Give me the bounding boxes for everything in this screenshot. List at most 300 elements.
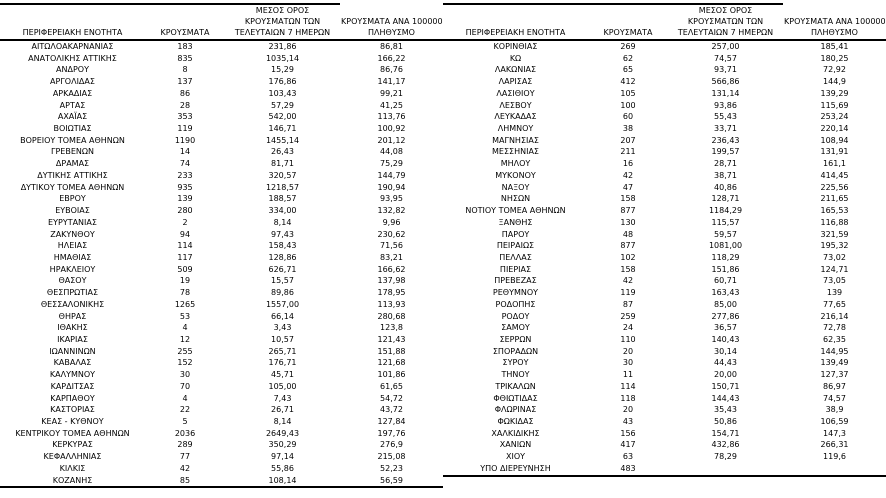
region-name-cell: ΠΙΕΡΙΑΣ — [499, 264, 532, 274]
table-row — [0, 229, 443, 241]
avg7-cell: 2649,43 — [265, 428, 300, 438]
per100k-cell: 56,59 — [340, 475, 443, 488]
avg7-cell: 199,57 — [711, 147, 740, 157]
region-name-cell: ΘΗΡΑΣ — [58, 311, 87, 321]
per100k-cell: 106,59 — [820, 417, 849, 426]
per100k-cell: 93,95 — [380, 194, 403, 204]
avg7-cell: 1218,57 — [265, 182, 300, 192]
cases-cell: 11 — [622, 370, 634, 380]
avg7-cell: 103,43 — [268, 88, 297, 98]
region-name-cell: ΚΑΡΔΙΤΣΑΣ — [50, 381, 95, 391]
col-header-region-label: ΠΕΡΙΦΕΡΕΙΑΚΗ ΕΝΟΤΗΤΑ — [465, 28, 566, 37]
per100k-cell: 166,22 — [377, 53, 406, 63]
region-name-cell: ΡΟΔΟΥ — [501, 311, 530, 321]
region-name-cell: ΧΙΟΥ — [505, 452, 526, 462]
avg7-cell: 15,57 — [271, 276, 294, 286]
table-row — [0, 393, 443, 405]
region-name-cell: ΣΥΡΟΥ — [502, 358, 529, 368]
cases-cell: 119 — [177, 124, 193, 134]
cases-cell: 259 — [620, 311, 636, 321]
per100k-cell: 75,29 — [380, 159, 403, 169]
avg7-cell: 93,86 — [714, 100, 737, 110]
table-row — [443, 64, 886, 76]
per100k-cell: 116,88 — [820, 217, 849, 227]
cases-cell: 2036 — [174, 428, 196, 438]
table-body-left — [0, 40, 443, 487]
region-name-cell: ΚΑΒΑΛΑΣ — [53, 358, 92, 368]
region-name-cell: ΤΡΙΚΑΛΩΝ — [495, 381, 536, 391]
region-name-cell: ΧΑΛΚΙΔΙΚΗΣ — [491, 428, 540, 438]
per100k-cell: 62,35 — [823, 334, 846, 344]
col-header-avg7-line3: ΤΕΛΕΥΤΑΙΩΝ 7 ΗΜΕΡΩΝ — [234, 28, 331, 37]
cases-cell: 483 — [588, 463, 668, 476]
per100k-cell: 151,88 — [377, 346, 406, 356]
avg7-cell: 89,86 — [271, 288, 294, 298]
avg7-cell: 50,86 — [714, 417, 737, 426]
region-name-cell: ΦΘΙΩΤΙΔΑΣ — [493, 393, 538, 403]
col-header-avg7-line2: ΚΡΟΥΣΜΑΤΩΝ ΤΩΝ — [687, 17, 764, 26]
per100k-cell: 161,1 — [823, 159, 846, 169]
table-row — [443, 439, 886, 451]
table-row — [0, 88, 443, 100]
region-name-cell: ΛΗΜΝΟΥ — [497, 124, 534, 134]
per100k-cell: 124,71 — [820, 264, 849, 274]
cases-cell: 412 — [620, 77, 636, 87]
per100k-cell: 253,24 — [820, 112, 849, 122]
table-row — [443, 88, 886, 100]
cases-cell: 30 — [179, 370, 191, 380]
per100k-cell: 280,68 — [377, 311, 406, 321]
per100k-cell: 144,79 — [377, 170, 406, 180]
avg7-cell: 26,71 — [271, 405, 294, 415]
cases-cell: 280 — [177, 206, 193, 216]
table-row — [0, 299, 443, 311]
header-row — [0, 4, 443, 40]
per100k-cell: 178,95 — [377, 288, 406, 298]
region-name-cell: ΜΑΓΝΗΣΙΑΣ — [492, 135, 539, 145]
table-row — [443, 357, 886, 369]
per100k-cell: 139,29 — [820, 88, 849, 98]
avg7-cell — [668, 463, 783, 476]
table-row — [443, 393, 886, 405]
cases-cell: 255 — [177, 346, 193, 356]
region-name-cell: ΚΕΑΣ - ΚΥΘΝΟΥ — [41, 417, 104, 426]
table-body-right — [443, 40, 886, 476]
table-row — [0, 428, 443, 440]
avg7-cell: 97,14 — [271, 452, 294, 462]
avg7-cell: 57,29 — [271, 100, 294, 110]
regions-table-left — [0, 3, 443, 488]
per100k-cell: 86,81 — [380, 42, 403, 51]
cases-cell: 100 — [620, 100, 636, 110]
col-header-region-label: ΠΕΡΙΦΕΡΕΙΑΚΗ ΕΝΟΤΗΤΑ — [22, 28, 123, 37]
avg7-cell: 265,71 — [268, 346, 297, 356]
region-name-cell: ΠΡΕΒΕΖΑΣ — [494, 276, 537, 286]
cases-cell: 110 — [620, 334, 636, 344]
region-name-cell: ΛΑΣΙΘΙΟΥ — [496, 88, 535, 98]
region-name-cell: ΛΑΚΩΝΙΑΣ — [494, 65, 537, 75]
region-name-cell: ΓΡΕΒΕΝΩΝ — [51, 147, 94, 157]
col-header-avg7-line3: ΤΕΛΕΥΤΑΙΩΝ 7 ΗΜΕΡΩΝ — [677, 28, 774, 37]
col-header-per100k — [340, 4, 443, 40]
region-name-cell: ΠΕΛΛΑΣ — [499, 252, 532, 262]
avg7-cell: 176,86 — [268, 77, 297, 87]
avg7-cell: 146,71 — [268, 124, 297, 134]
region-name-cell: ΣΠΟΡΑΔΩΝ — [492, 346, 539, 356]
per100k-cell: 144,9 — [823, 77, 846, 87]
cases-cell: 47 — [622, 182, 634, 192]
table-row — [0, 193, 443, 205]
avg7-cell: 38,71 — [714, 170, 737, 180]
region-name-cell: ΑΧΑΪΑΣ — [57, 112, 88, 122]
cases-cell: 74 — [179, 159, 191, 169]
avg7-cell: 7,43 — [273, 393, 292, 403]
table-row — [443, 100, 886, 112]
table-row — [443, 381, 886, 393]
avg7-cell: 277,86 — [711, 311, 740, 321]
table-row — [443, 205, 886, 217]
avg7-cell: 28,71 — [714, 159, 737, 169]
cases-cell: 24 — [622, 323, 634, 333]
avg7-cell: 36,57 — [714, 323, 737, 333]
region-name-cell: ΙΘΑΚΗΣ — [57, 323, 88, 333]
avg7-cell: 8,14 — [273, 217, 292, 227]
cases-cell: 77 — [179, 452, 191, 462]
cases-cell: 1265 — [174, 299, 196, 309]
avg7-cell: 176,71 — [268, 358, 297, 368]
per100k-cell: 201,12 — [377, 135, 406, 145]
cases-cell: 119 — [620, 288, 636, 298]
per100k-cell: 127,37 — [820, 370, 849, 380]
region-name-cell: ΕΥΒΟΙΑΣ — [55, 206, 90, 216]
avg7-cell: 144,43 — [711, 393, 740, 403]
cases-cell: 137 — [177, 77, 193, 87]
cases-cell: 70 — [179, 381, 191, 391]
avg7-cell: 542,00 — [268, 112, 297, 122]
table-row — [0, 111, 443, 123]
region-name-cell: ΗΜΑΘΙΑΣ — [53, 252, 92, 262]
cases-cell: 158 — [620, 264, 636, 274]
cases-cell: 62 — [622, 53, 634, 63]
per100k-cell: 132,82 — [377, 206, 406, 216]
per100k-cell: 72,92 — [823, 65, 846, 75]
col-header-per100k-line1: ΚΡΟΥΣΜΑΤΑ ΑΝΑ 100000 — [341, 17, 443, 26]
cases-cell: 130 — [620, 217, 636, 227]
col-header-per100k — [783, 4, 886, 40]
table-row — [0, 463, 443, 475]
avg7-cell: 150,71 — [711, 381, 740, 391]
cases-cell: 28 — [179, 100, 191, 110]
cases-cell: 114 — [620, 381, 636, 391]
table-row — [443, 135, 886, 147]
avg7-cell: 151,86 — [711, 264, 740, 274]
avg7-cell: 85,00 — [714, 299, 737, 309]
col-header-avg7-line1: ΜΕΣΟΣ ΟΡΟΣ — [698, 6, 753, 15]
per100k-cell: 54,72 — [380, 393, 403, 403]
table-row — [443, 287, 886, 299]
per100k-cell: 414,45 — [820, 170, 849, 180]
per100k-cell: 77,65 — [823, 299, 846, 309]
region-name-cell: ΕΒΡΟΥ — [59, 194, 86, 204]
region-name-cell: ΙΚΑΡΙΑΣ — [57, 334, 88, 344]
table-row — [0, 275, 443, 287]
table-row — [443, 428, 886, 440]
region-name-cell: ΒΟΙΩΤΙΑΣ — [53, 124, 92, 134]
cases-cell: 158 — [620, 194, 636, 204]
table-row — [0, 64, 443, 76]
per100k-cell: 99,21 — [380, 88, 403, 98]
table-row — [0, 53, 443, 65]
table-row — [443, 229, 886, 241]
region-name-cell: ΜΗΛΟΥ — [500, 159, 531, 169]
region-name-cell: ΦΩΚΙΔΑΣ — [497, 417, 534, 426]
region-name-cell: ΚΕΡΚΥΡΑΣ — [52, 440, 93, 450]
region-name-cell: ΣΑΜΟΥ — [501, 323, 530, 333]
per100k-cell: 216,14 — [820, 311, 849, 321]
avg7-cell: 78,29 — [714, 452, 737, 462]
cases-cell: 156 — [620, 428, 636, 438]
table-row — [0, 123, 443, 135]
table-row — [443, 53, 886, 65]
region-name-cell: ΚΑΣΤΟΡΙΑΣ — [50, 405, 95, 415]
avg7-cell: 128,71 — [711, 194, 740, 204]
avg7-cell: 1557,00 — [265, 299, 300, 309]
per100k-cell: 197,76 — [377, 428, 406, 438]
avg7-cell: 8,14 — [273, 417, 292, 426]
cases-cell: 105 — [620, 88, 636, 98]
cases-cell: 152 — [177, 358, 193, 368]
regions-table-right — [443, 3, 886, 477]
region-name-cell: ΑΝΑΤΟΛΙΚΗΣ ΑΤΤΙΚΗΣ — [28, 53, 117, 63]
table-row — [0, 346, 443, 358]
cases-cell: 233 — [177, 170, 193, 180]
avg7-cell: 626,71 — [268, 264, 297, 274]
avg7-cell: 1035,14 — [265, 53, 300, 63]
region-name-cell: ΚΟΡΙΝΘΙΑΣ — [493, 42, 538, 51]
table-row — [0, 357, 443, 369]
per100k-cell: 211,65 — [820, 194, 849, 204]
table-row — [443, 76, 886, 88]
table-row — [443, 158, 886, 170]
per100k-cell: 113,76 — [377, 112, 406, 122]
table-row — [0, 252, 443, 264]
table-header-right — [443, 4, 886, 40]
col-header-region — [0, 4, 145, 40]
cases-cell: 20 — [622, 346, 634, 356]
region-name-cell: ΑΙΤΩΛΟΑΚΑΡΝΑΝΙΑΣ — [31, 42, 114, 51]
cases-cell: 60 — [622, 112, 634, 122]
per100k-cell: 266,31 — [820, 440, 849, 450]
cases-cell: 935 — [177, 182, 193, 192]
cases-cell: 42 — [622, 276, 634, 286]
avg7-cell: 66,14 — [271, 311, 294, 321]
table-row — [443, 334, 886, 346]
per100k-cell: 215,08 — [377, 452, 406, 462]
region-name-cell: ΚΑΡΠΑΘΟΥ — [50, 393, 95, 403]
table-row — [443, 275, 886, 287]
table-row — [443, 299, 886, 311]
per100k-cell: 43,72 — [380, 405, 403, 415]
cases-cell: 353 — [177, 112, 193, 122]
cases-cell: 835 — [177, 53, 193, 63]
region-name-cell: ΦΛΩΡΙΝΑΣ — [494, 405, 537, 415]
table-row — [443, 322, 886, 334]
cases-cell: 269 — [620, 42, 636, 51]
avg7-cell: 128,86 — [268, 252, 297, 262]
region-name-cell: ΗΡΑΚΛΕΙΟΥ — [49, 264, 96, 274]
avg7-cell: 163,43 — [711, 288, 740, 298]
avg7-cell: 10,57 — [271, 334, 294, 344]
avg7-cell: 30,14 — [714, 346, 737, 356]
table-row — [0, 182, 443, 194]
region-name-cell: ΕΥΡΥΤΑΝΙΑΣ — [48, 217, 97, 227]
cases-cell: 1190 — [174, 135, 196, 145]
table-row — [0, 264, 443, 276]
per100k-cell: 44,08 — [380, 147, 403, 157]
col-header-cases — [145, 4, 225, 40]
cases-cell: 86 — [179, 88, 191, 98]
avg7-cell: 350,29 — [268, 440, 297, 450]
table-row — [0, 311, 443, 323]
table-row — [443, 346, 886, 358]
avg7-cell: 257,00 — [711, 42, 740, 51]
cases-cell: 139 — [177, 194, 193, 204]
cases-cell: 102 — [620, 252, 636, 262]
per100k-cell: 230,62 — [377, 229, 406, 239]
avg7-cell: 108,14 — [225, 475, 340, 488]
per100k-cell: 139,49 — [820, 358, 849, 368]
per100k-cell: 165,53 — [820, 206, 849, 216]
per100k-cell: 121,43 — [377, 334, 406, 344]
region-name-cell: ΚΟΖΑΝΗΣ — [0, 475, 145, 488]
region-name-cell: ΚΕΦΑΛΛΗΝΙΑΣ — [43, 452, 102, 462]
avg7-cell: 93,71 — [714, 65, 737, 75]
per100k-cell: 127,84 — [377, 417, 406, 426]
table-row — [443, 416, 886, 428]
cases-cell: 30 — [622, 358, 634, 368]
cases-cell: 118 — [620, 393, 636, 403]
cases-cell: 8 — [182, 65, 188, 75]
region-name-cell: ΛΕΣΒΟΥ — [499, 100, 532, 110]
region-name-cell: ΤΗΝΟΥ — [501, 370, 530, 380]
avg7-cell: 15,29 — [271, 65, 294, 75]
per100k-cell: 83,21 — [380, 252, 403, 262]
per100k-cell: 74,57 — [823, 393, 846, 403]
cases-cell: 211 — [620, 147, 636, 157]
avg7-cell: 154,71 — [711, 428, 740, 438]
table-row — [0, 475, 443, 488]
region-name-cell: ΝΗΣΩΝ — [500, 194, 531, 204]
per100k-cell: 41,25 — [380, 100, 403, 110]
avg7-cell: 231,86 — [268, 42, 297, 51]
avg7-cell: 55,86 — [271, 463, 294, 473]
table-row — [0, 146, 443, 158]
col-header-region — [443, 4, 588, 40]
avg7-cell: 320,57 — [268, 170, 297, 180]
avg7-cell: 81,71 — [271, 159, 294, 169]
table-row — [443, 217, 886, 229]
col-header-per100k-line2: ΠΛΗΘΥΣΜΟ — [368, 28, 415, 37]
avg7-cell: 55,43 — [714, 112, 737, 122]
per100k-cell: 86,76 — [380, 65, 403, 75]
per100k-cell: 119,6 — [823, 452, 846, 462]
cases-cell: 16 — [622, 159, 634, 169]
cases-cell: 48 — [622, 229, 634, 239]
per100k-cell: 73,05 — [823, 276, 846, 286]
cases-cell: 22 — [179, 405, 191, 415]
per100k-cell: 72,78 — [823, 323, 846, 333]
header-row — [443, 4, 886, 40]
table-row — [0, 40, 443, 53]
col-header-per100k-line1: ΚΡΟΥΣΜΑΤΑ ΑΝΑ 100000 — [784, 17, 886, 26]
region-name-cell: ΛΕΥΚΑΔΑΣ — [494, 112, 537, 122]
per100k-cell: 185,41 — [820, 42, 849, 51]
cases-cell: 2 — [182, 217, 188, 227]
region-name-cell: ΠΕΙΡΑΙΩΣ — [496, 241, 535, 251]
region-name-cell: ΖΑΚΥΝΘΟΥ — [50, 229, 95, 239]
cases-cell: 509 — [177, 264, 193, 274]
cases-cell: 183 — [177, 42, 193, 51]
region-name-cell: ΔΥΤΙΚΗΣ ΑΤΤΙΚΗΣ — [37, 170, 108, 180]
cases-cell: 94 — [179, 229, 191, 239]
per100k-cell: 86,97 — [823, 381, 846, 391]
col-header-avg7 — [668, 4, 783, 40]
table-row — [0, 334, 443, 346]
table-row — [0, 381, 443, 393]
table-row — [443, 311, 886, 323]
col-header-per100k-line2: ΠΛΗΘΥΣΜΟ — [811, 28, 858, 37]
avg7-cell: 44,43 — [714, 358, 737, 368]
avg7-cell: 40,86 — [714, 182, 737, 192]
per100k-cell: 113,93 — [377, 299, 406, 309]
region-name-cell: ΑΡΤΑΣ — [59, 100, 86, 110]
per100k-cell: 61,65 — [380, 381, 403, 391]
per100k-cell: 115,69 — [820, 100, 849, 110]
per100k-cell: 321,59 — [820, 229, 849, 239]
avg7-cell: 59,57 — [714, 229, 737, 239]
per100k-cell: 147,3 — [823, 428, 846, 438]
avg7-cell: 26,43 — [271, 147, 294, 157]
avg7-cell: 140,43 — [711, 334, 740, 344]
cases-cell: 14 — [179, 147, 191, 157]
cases-cell: 65 — [622, 65, 634, 75]
per100k-cell: 71,56 — [380, 241, 403, 251]
table-row — [443, 240, 886, 252]
table-row — [0, 369, 443, 381]
avg7-cell: 33,71 — [714, 124, 737, 134]
region-name-cell: ΘΑΣΟΥ — [58, 276, 87, 286]
avg7-cell: 105,00 — [268, 381, 297, 391]
table-row — [0, 205, 443, 217]
per100k-cell: 139 — [826, 288, 843, 298]
cases-cell: 417 — [620, 440, 636, 450]
table-row — [0, 439, 443, 451]
region-name-cell: ΚΩ — [509, 53, 522, 63]
per100k-cell: 220,14 — [820, 124, 849, 134]
table-row — [443, 146, 886, 158]
table-header-left — [0, 4, 443, 40]
table-row — [443, 404, 886, 416]
avg7-cell: 35,43 — [714, 405, 737, 415]
cases-cell: 5 — [182, 417, 188, 426]
col-header-cases-label: ΚΡΟΥΣΜΑΤΑ — [160, 28, 210, 37]
table-row — [443, 193, 886, 205]
cases-cell: 42 — [179, 463, 191, 473]
cases-cell: 12 — [179, 334, 191, 344]
avg7-cell: 432,86 — [711, 440, 740, 450]
col-header-cases — [588, 4, 668, 40]
per100k-cell: 101,86 — [377, 370, 406, 380]
